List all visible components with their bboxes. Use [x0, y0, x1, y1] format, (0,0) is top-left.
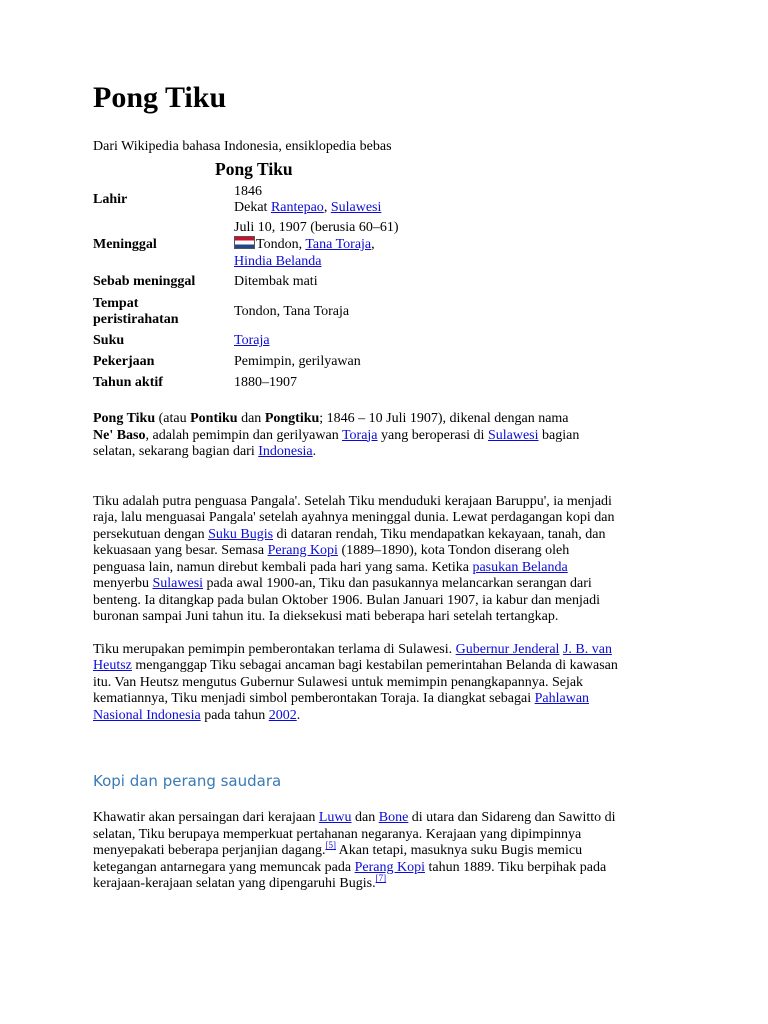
- infobox-value: [234, 331, 634, 352]
- paragraph-coffee-war: [93, 810, 683, 893]
- section-heading: Kopi dan perang saudara: [93, 772, 282, 790]
- text: ketegangan antarnegara yang memuncak pada: [93, 859, 355, 875]
- label-line: peristirahatan: [93, 312, 179, 327]
- link-perang-kopi[interactable]: Perang Kopi: [354, 859, 425, 875]
- link-pahlawan-nasional[interactable]: Pahlawan: [534, 691, 590, 706]
- text: Tiku adalah putra penguasa Pangala'. Setelah Tiku menduduki kerajaan Baruppu', ia menjadi: [93, 493, 612, 509]
- link-toraja[interactable]: Toraja: [234, 333, 270, 349]
- text: Khawatir akan persaingan dari kerajaan: [93, 810, 319, 825]
- text: (atau: [155, 411, 191, 426]
- text: .: [296, 707, 301, 723]
- text: (1889–1890), kota Tondon diserang oleh: [337, 543, 570, 558]
- infobox-label: Tahun aktif: [93, 375, 163, 391]
- link-gubernur-jenderal[interactable]: Gubernur Jenderal: [455, 641, 560, 657]
- text: buronan sampai Juni tahun itu. Ia dieksekusi mati beberapa hari setelah tertangkap.: [93, 609, 559, 624]
- link-bone[interactable]: Bone: [378, 810, 409, 825]
- bold-text: Ne' Baso: [93, 427, 146, 443]
- text: pada tahun: [200, 707, 269, 723]
- text: benteng. Ia ditangkap pada bulan Oktober 1906. Bulan Januari 1907, ia kabur dan menjadi: [93, 592, 600, 608]
- link-van-heutsz[interactable]: J. B. van: [562, 641, 612, 657]
- separator: ,: [371, 237, 375, 253]
- infobox-label: Meninggal: [93, 236, 157, 252]
- infobox-value: Tondon, Tana Toraja: [234, 303, 350, 319]
- text: Akan tetapi, masuknya suku Bugis memicu: [335, 843, 583, 858]
- link-indonesia[interactable]: Indonesia: [258, 444, 313, 459]
- reference-link[interactable]: [5]: [325, 840, 336, 850]
- text: .: [312, 444, 317, 459]
- link-van-heutsz[interactable]: Heutsz: [93, 658, 132, 673]
- infobox-label: Lahir: [93, 191, 128, 207]
- link-sulawesi[interactable]: Sulawesi: [487, 427, 539, 443]
- paragraph-biography: [93, 494, 683, 626]
- label-line: Tempat: [93, 295, 139, 311]
- infobox-table: [93, 182, 634, 394]
- text: pada awal 1900-an, Tiku dan pasukannya melancarkan serangan dari: [203, 576, 592, 591]
- death-date: Juli 10, 1907 (berusia 60–61): [234, 219, 399, 235]
- paragraph-legacy: [93, 642, 683, 725]
- text: Tiku merupakan pemimpin pemberontakan terlama di Sulawesi.: [93, 641, 456, 657]
- text: menyerbu: [93, 576, 153, 591]
- infobox: [93, 158, 683, 394]
- page-title: Pong Tiku: [93, 81, 227, 114]
- link-perang-kopi[interactable]: Perang Kopi: [267, 543, 338, 558]
- link-2002[interactable]: 2002: [268, 707, 297, 723]
- infobox-label: Pekerjaan: [93, 354, 155, 370]
- text: ; 1846 – 10 Juli 1907), dikenal dengan nama: [319, 411, 569, 426]
- birth-place-prefix: Dekat: [234, 200, 271, 215]
- text: persekutuan dengan: [93, 526, 209, 542]
- infobox-row-tahun-aktif: [93, 373, 634, 394]
- infobox-row-pekerjaan: [93, 352, 634, 373]
- link-pasukan-belanda[interactable]: pasukan Belanda: [472, 559, 568, 575]
- text: itu. Van Heutsz mengutus Gubernur Sulawesi untuk memimpin penangkapannya. Sejak: [93, 674, 584, 690]
- text: kekuasaan yang besar. Semasa: [93, 543, 268, 558]
- infobox-row-sebab: [93, 272, 634, 293]
- text: selatan, Tiku berupaya memperkuat pertahanan negaranya. Kerajaan yang dipimpinnya: [93, 826, 582, 842]
- tagline: Dari Wikipedia bahasa Indonesia, ensiklopedia bebas: [93, 139, 392, 154]
- paragraph-intro: [93, 411, 683, 461]
- death-place: Tondon,: [256, 237, 306, 253]
- infobox-label: Suku: [93, 333, 125, 349]
- text: , adalah pemimpin dan gerilyawan: [145, 427, 342, 443]
- link-tana-toraja[interactable]: Tana Toraja: [305, 237, 372, 253]
- infobox-label: [93, 293, 234, 331]
- text: dan: [237, 411, 265, 426]
- link-suku-bugis[interactable]: Suku Bugis: [208, 526, 274, 542]
- text: selatan, sekarang bagian dari: [93, 444, 259, 459]
- infobox-row-lahir: [93, 182, 634, 218]
- bold-text: Pongtiku: [264, 411, 320, 426]
- text: kerajaan-kerajaan selatan yang dipengaruhi Bugis.: [93, 876, 376, 891]
- bold-text: Pong Tiku: [93, 411, 156, 426]
- text: bagian: [538, 427, 580, 443]
- link-hindia-belanda[interactable]: Hindia Belanda: [234, 253, 322, 269]
- infobox-value: Pemimpin, gerilyawan: [234, 354, 361, 370]
- netherlands-flag-icon: [234, 236, 255, 249]
- infobox-value: [234, 218, 634, 272]
- infobox-value: Ditembak mati: [234, 274, 318, 290]
- article: [93, 80, 683, 893]
- text: menganggap Tiku sebagai ancaman bagi kestabilan pemerintahan Belanda di kawasan: [131, 658, 618, 673]
- infobox-value: 1880–1907: [234, 375, 297, 391]
- link-luwu[interactable]: Luwu: [318, 810, 352, 825]
- birth-year: 1846: [234, 183, 262, 199]
- link-toraja[interactable]: Toraja: [341, 427, 378, 443]
- infobox-row-meninggal: [93, 218, 634, 272]
- text: yang beroperasi di: [377, 427, 488, 443]
- text: raja, lalu menguasai Pangala' setelah ayahnya meninggal dunia. Lewat perdagangan kopi dan: [93, 510, 615, 525]
- bold-text: Pontiku: [190, 411, 238, 426]
- link-pahlawan-nasional[interactable]: Nasional Indonesia: [93, 707, 201, 723]
- link-rantepao[interactable]: Rantepao: [270, 200, 324, 215]
- infobox-title: Pong Tiku: [215, 159, 293, 179]
- link-sulawesi[interactable]: Sulawesi: [330, 200, 382, 215]
- link-sulawesi[interactable]: Sulawesi: [152, 576, 204, 591]
- text: penguasa lain, namun direbut kembali pada hari yang sama. Ketika: [93, 559, 473, 575]
- text: dan: [351, 810, 379, 825]
- infobox-row-suku: [93, 331, 634, 352]
- text: kematiannya, Tiku menjadi simbol pemberontakan Toraja. Ia diangkat sebagai: [93, 691, 535, 706]
- text: di utara dan Sidareng dan Sawitto di: [408, 810, 616, 825]
- infobox-row-tempat: [93, 293, 634, 331]
- infobox-label: Sebab meninggal: [93, 274, 196, 290]
- separator: ,: [323, 200, 331, 215]
- infobox-value: [234, 182, 634, 218]
- text: tahun 1889. Tiku berpihak pada: [424, 859, 607, 875]
- text: menyepakati beberapa perjanjian dagang.: [93, 843, 326, 858]
- text: di dataran rendah, Tiku mendapatkan kekayaan, tanah, dan: [273, 526, 606, 542]
- reference-link[interactable]: [7]: [375, 873, 387, 883]
